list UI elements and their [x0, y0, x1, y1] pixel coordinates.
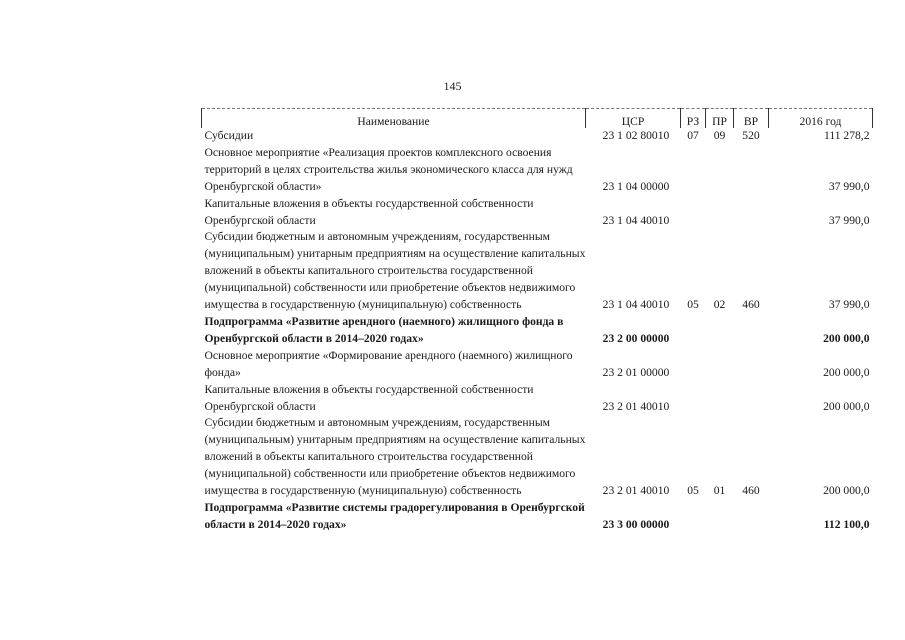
row-csr: 23 1 02 80010 [602, 129, 670, 142]
row-csr: 23 2 00 00000 [602, 331, 670, 345]
table-row [202, 196, 873, 230]
budget-table-container [201, 108, 872, 534]
header-csr: ЦСР [586, 109, 681, 129]
row-csr: 23 2 01 40010 [602, 399, 670, 413]
table-row [202, 145, 873, 196]
row-vr: 520 [742, 129, 760, 142]
row-rz: 05 [687, 484, 699, 498]
row-csr: 23 1 04 40010 [602, 213, 670, 227]
row-sum: 200 000,0 [823, 365, 870, 379]
row-pr: 02 [713, 298, 726, 312]
row-pr [706, 145, 734, 196]
row-sum: 37 990,0 [828, 298, 870, 312]
row-vr: 460 [742, 484, 760, 498]
table-row [202, 128, 873, 145]
row-name: Субсидии бюджетным и автономным учреждениям, государственным (муниципальным) унитарным предприятиям на осуществление капитальных вложений в объекты капитального строительства государственной (муниципальной) собственности или приобретение объектов недвижимого имущества в государственную (муниципальную) собственность [204, 416, 586, 498]
row-pr: 01 [713, 484, 726, 498]
row-vr [734, 500, 769, 534]
row-csr: 23 1 04 40010 [602, 298, 670, 312]
row-pr [706, 500, 734, 534]
table-header-row [202, 109, 873, 129]
row-rz [681, 500, 706, 534]
row-rz [681, 196, 706, 230]
row-rz: 05 [687, 298, 699, 312]
header-pr: ПР [706, 109, 734, 129]
table-row [202, 382, 873, 416]
page-number: 145 [443, 79, 462, 93]
row-name: Субсидии бюджетным и автономным учреждениям, государственным (муниципальным) унитарным предприятиям на осуществление капитальных вложений в объекты капитального строительства государственной (муниципальной) собственности или приобретение объектов недвижимого имущества в государственную (муниципальную) собственность [204, 230, 586, 312]
row-name: Основное мероприятие «Реализация проектов комплексного освоения территорий в целях строительства жилья экономического класса для нужд Оренбургской области» [204, 145, 573, 193]
row-pr [706, 382, 734, 416]
row-sum: 112 100,0 [823, 517, 870, 531]
row-rz [681, 145, 706, 196]
row-pr [706, 348, 734, 382]
row-vr [734, 196, 769, 230]
row-vr: 460 [742, 298, 760, 312]
row-rz: 07 [687, 129, 699, 142]
row-vr [734, 382, 769, 416]
header-vr: ВР [734, 109, 769, 129]
row-sum: 200 000,0 [823, 399, 870, 413]
row-csr: 23 2 01 00000 [602, 365, 670, 379]
row-sum: 37 990,0 [828, 213, 870, 227]
row-name: Основное мероприятие «Формирование арендного (наемного) жилищного фонда» [204, 348, 573, 379]
row-pr [706, 314, 734, 348]
table-row [202, 348, 873, 382]
row-rz [681, 348, 706, 382]
row-name: Капитальные вложения в объекты государственной собственности Оренбургской области [204, 382, 534, 413]
row-vr [734, 314, 769, 348]
row-name: Подпрограмма «Развитие арендного (наемного) жилищного фонда в Оренбургской области в 2014–2020 годах» [204, 314, 564, 345]
table-row [202, 415, 873, 500]
header-rz: РЗ [681, 109, 706, 129]
row-sum: 111 278,2 [823, 129, 870, 142]
table-row [202, 229, 873, 314]
header-year: 2016 год [769, 109, 873, 129]
row-sum: 200 000,0 [823, 484, 870, 498]
row-pr: 09 [713, 129, 726, 142]
row-csr: 23 2 01 40010 [602, 484, 670, 498]
row-sum: 200 000,0 [823, 331, 870, 345]
row-rz [681, 314, 706, 348]
header-name: Наименование [202, 109, 586, 129]
row-sum: 37 990,0 [828, 179, 870, 193]
row-csr: 23 1 04 00000 [602, 179, 670, 193]
budget-table [201, 108, 873, 534]
row-name: Капитальные вложения в объекты государственной собственности Оренбургской области [204, 196, 534, 227]
row-csr: 23 3 00 00000 [602, 517, 670, 531]
row-rz [681, 382, 706, 416]
row-vr [734, 145, 769, 196]
row-vr [734, 348, 769, 382]
row-name: Подпрограмма «Развитие системы градорегулирования в Оренбургской области в 2014–2020 годах» [204, 500, 585, 531]
table-row-subprogram [202, 314, 873, 348]
row-name: Субсидии [204, 129, 254, 142]
row-pr [706, 196, 734, 230]
table-row-subprogram [202, 500, 873, 534]
